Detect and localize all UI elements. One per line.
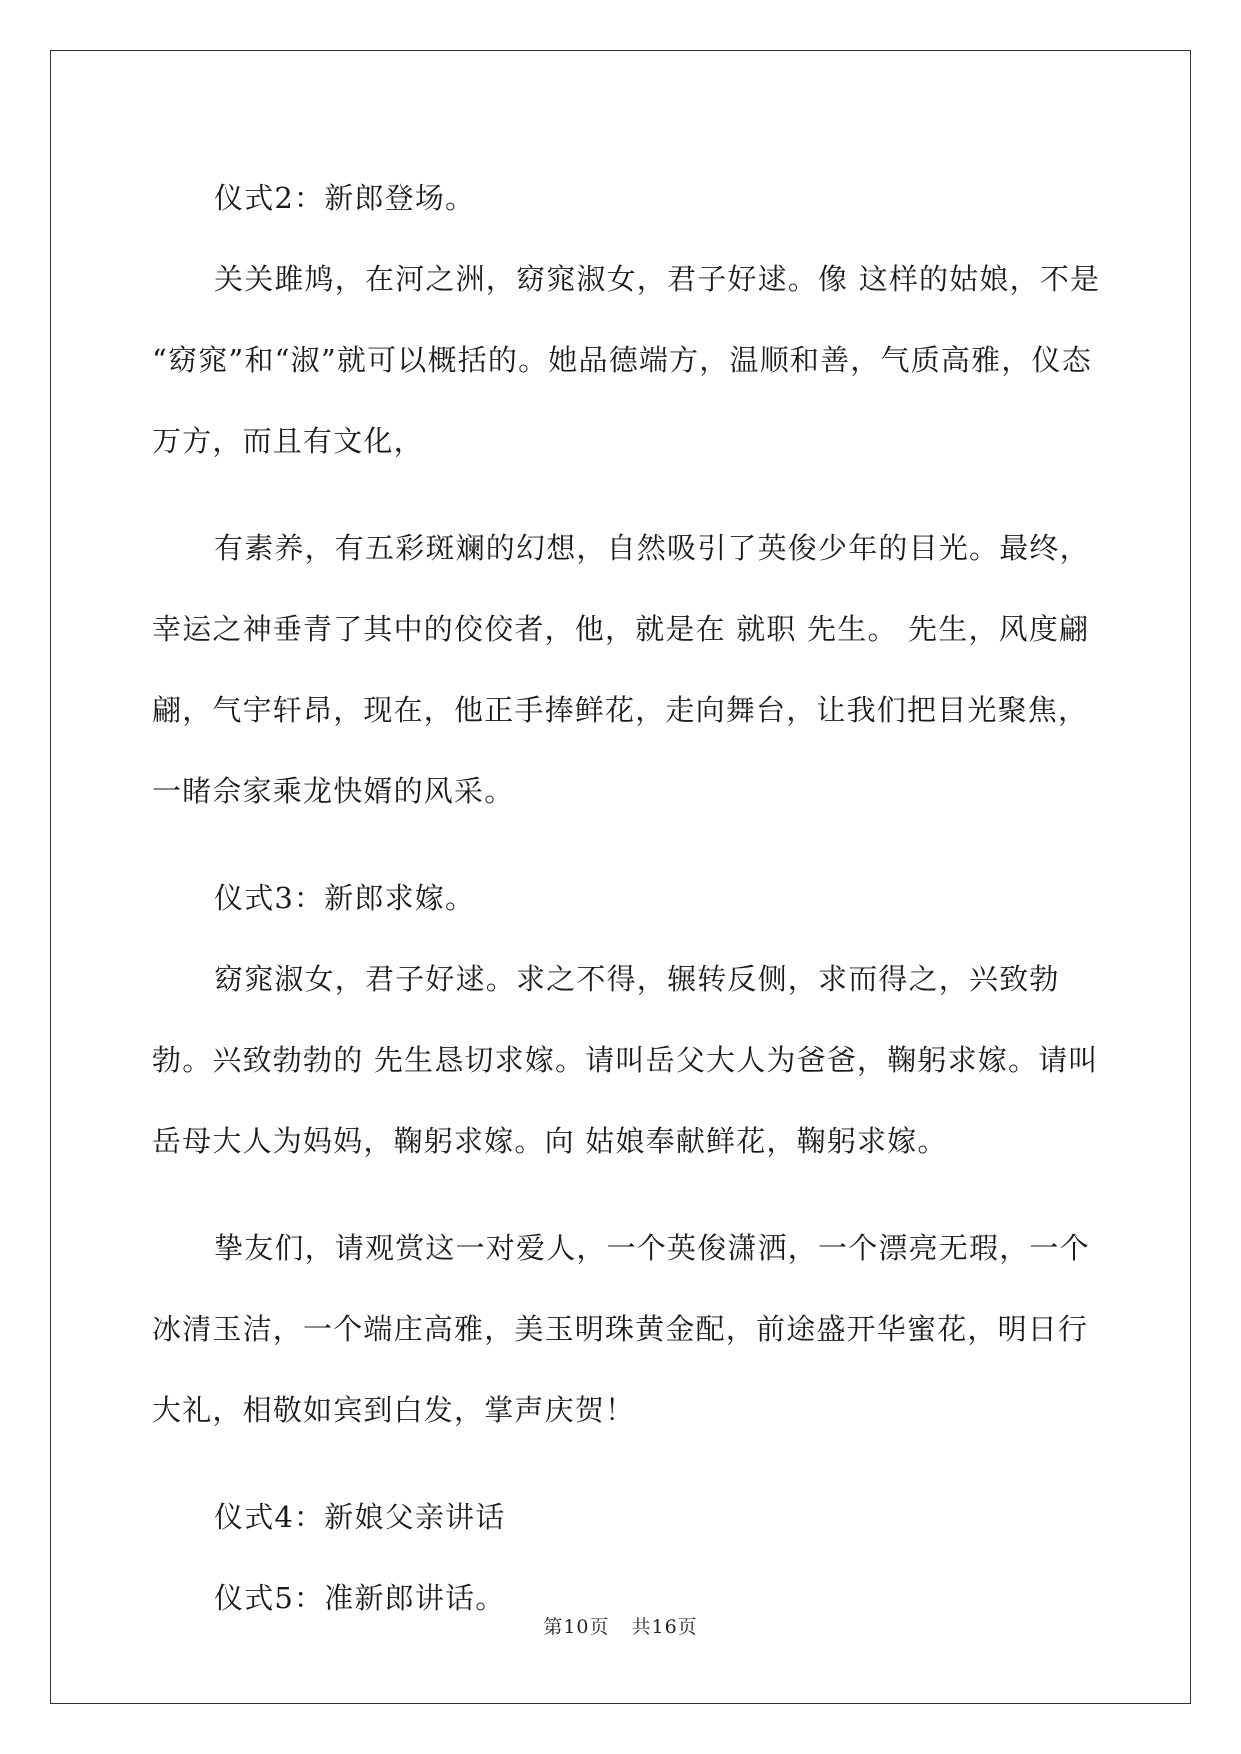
paragraph-ceremony-3-title: 仪式3：新郎求嫁。 (214, 881, 476, 915)
paragraph-blessing: 挚友们，请观赏这一对爱人，一个英俊潇洒，一个漂亮无瑕，一个冰清玉洁，一个端庄高雅，美玉明珠黄金配，前途盛开华蜜花，明日行大礼，相敬如宾到白发，掌声庆贺！ (152, 1231, 1090, 1427)
page-number-total: 共16页 (631, 1616, 698, 1638)
paragraph-ceremony-5-title: 仪式5：准新郎讲话。 (214, 1581, 506, 1615)
paragraph-ceremony-4-title: 仪式4：新娘父亲讲话 (214, 1500, 506, 1534)
document-body (152, 158, 1102, 1639)
paragraph-proposal: 窈窕淑女，君子好逑。求之不得，辗转反侧，求而得之，兴致勃勃。兴致勃勃的 先生恳切求嫁。请叫岳父大人为爸爸，鞠躬求嫁。请叫岳母大人为妈妈，鞠躬求嫁。向 姑娘奉献鲜花，鞠躬求嫁。 (152, 962, 1099, 1158)
paragraph-ceremony-2-title: 仪式2：新郎登场。 (214, 181, 476, 215)
page-number-current: 第10页 (543, 1616, 610, 1638)
paragraph-groom-introduction: 有素养，有五彩斑斓的幻想，自然吸引了英俊少年的目光。最终，幸运之神垂青了其中的佼佼者，他，就是在 就职 先生。 先生，风度翩翩，气宇轩昂，现在，他正手捧鲜花，走向舞台，让我们把目光聚焦，一睹佘家乘龙快婿的风采。 (152, 531, 1090, 808)
paragraph-bride-description: 关关雎鸠，在河之洲，窈窕淑女，君子好逑。像 这样的姑娘，不是 “窈窕”和“淑”就可以概括的。她品德端方，温顺和善，气质高雅，仪态万方，而且有文化， (152, 262, 1101, 458)
page-footer (0, 1612, 1241, 1639)
